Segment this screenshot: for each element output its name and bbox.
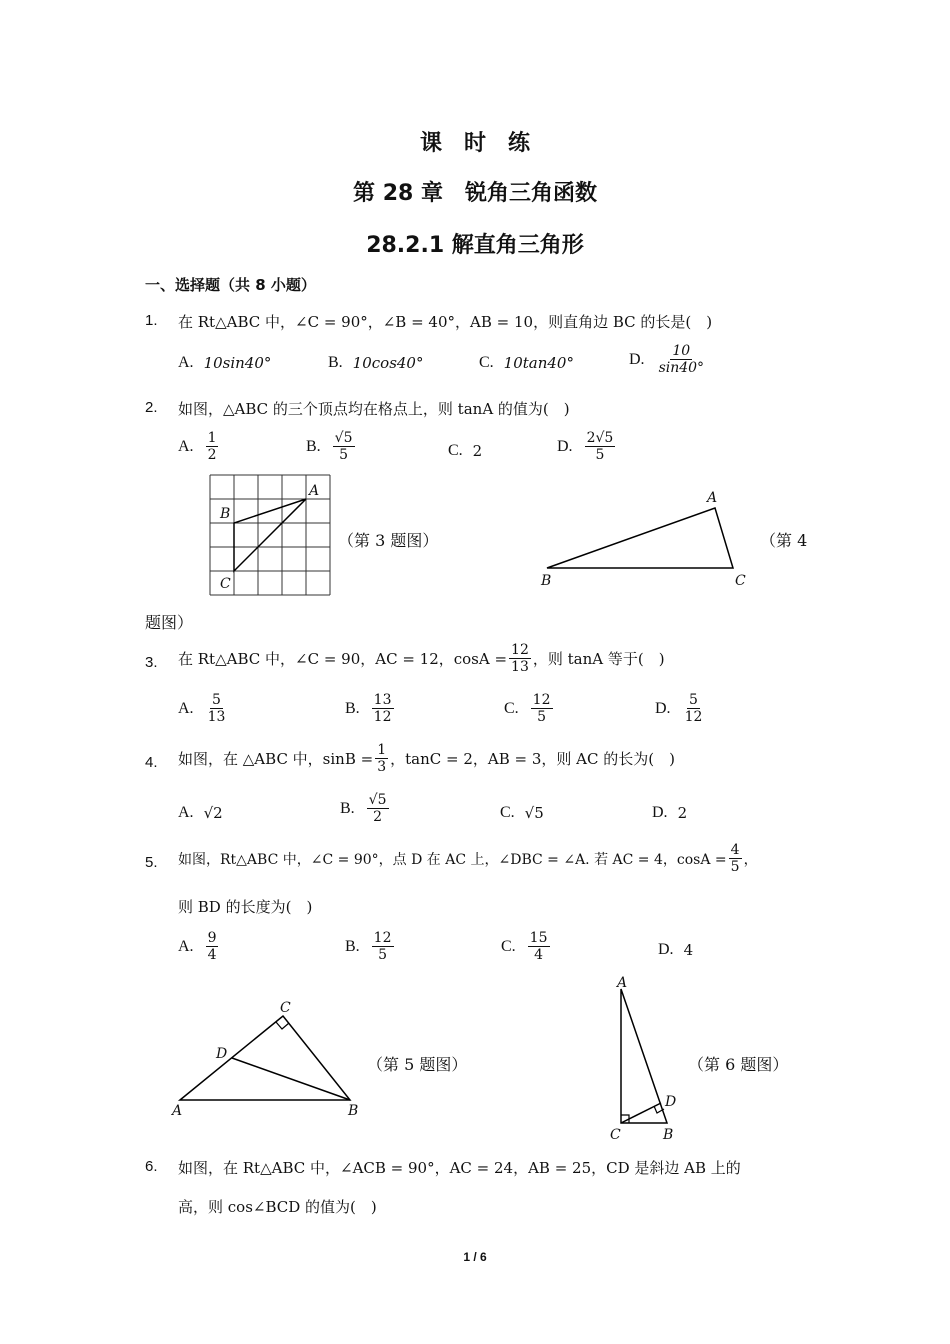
question-text-part: ，	[743, 851, 758, 868]
question-text-line2: 高，则 cos∠BCD 的值为( )	[178, 1198, 377, 1216]
option-c	[479, 354, 574, 372]
option-value: √5	[524, 804, 544, 822]
question-text: 在 Rt△ABC 中，∠C = 90°，∠B = 40°，AB = 10，则直角边 BC 的长是( )	[178, 313, 713, 331]
question-number: 6.	[145, 1158, 158, 1175]
option-label: A.	[178, 804, 194, 821]
question-text-part: 在 Rt△ABC 中，∠C = 90，AC = 12，cosA =	[178, 650, 508, 669]
question-text-part: 如图，在 △ABC 中，sinB =	[178, 750, 374, 769]
option-label: A.	[178, 699, 194, 717]
fraction: $\frac{√5}{5}$	[334, 430, 353, 464]
figure-4-triangle	[535, 486, 755, 590]
fraction: $\frac{12}{13}$	[511, 642, 529, 676]
figure-caption: （第 5 题图）	[367, 1055, 468, 1074]
section-title: 28.2.1 解直角三角形	[366, 233, 584, 258]
figure-caption: （第 3 题图）	[338, 531, 439, 550]
fraction: $\frac{10}{\sin 40^\circ}$	[658, 343, 705, 377]
option-b	[328, 354, 423, 372]
vertex-label: D	[665, 1094, 677, 1110]
fraction: $\frac{13}{12}$	[373, 692, 392, 726]
vertex-label: A	[617, 975, 628, 991]
option-label: A.	[178, 437, 194, 455]
section-heading: 一、选择题（共 8 小题）	[145, 276, 316, 294]
option-label: C.	[479, 354, 494, 371]
option-a	[178, 692, 229, 725]
option-label: B.	[340, 799, 355, 817]
option-label: B.	[345, 699, 360, 717]
vertex-label: C	[610, 1127, 621, 1143]
option-a	[178, 430, 220, 463]
figure-5-triangle	[168, 996, 368, 1120]
fraction: $\frac{4}{5}$	[730, 842, 740, 876]
fraction: $\frac{15}{4}$	[529, 930, 548, 964]
option-c	[448, 442, 482, 460]
option-d	[652, 804, 687, 822]
option-d	[557, 430, 617, 463]
option-label: D.	[629, 350, 645, 368]
question-number: 2.	[145, 399, 158, 416]
page-number: 1 / 6	[463, 1250, 487, 1264]
option-value: 4	[683, 941, 694, 959]
option-label: B.	[328, 354, 343, 371]
option-label: A.	[178, 937, 194, 955]
question-number: 5.	[145, 854, 158, 871]
figure-6-triangle	[605, 975, 690, 1145]
vertex-label: C	[280, 1000, 291, 1016]
figure-caption: （第 4	[760, 531, 808, 550]
vertex-label: B	[541, 573, 552, 589]
option-d	[655, 692, 706, 725]
fraction: $\frac{9}{4}$	[207, 930, 217, 964]
fraction: $\frac{12}{5}$	[373, 930, 392, 964]
option-b	[345, 692, 396, 725]
option-label: C.	[501, 937, 516, 955]
vertex-label: B	[663, 1127, 674, 1143]
vertex-label: D	[216, 1046, 228, 1062]
chapter-title: 第 28 章 锐角三角函数	[353, 181, 597, 206]
option-d	[658, 941, 693, 959]
fraction: $\frac{√5}{2}$	[368, 792, 387, 826]
option-label: D.	[652, 804, 668, 821]
figure-caption: （第 6 题图）	[688, 1055, 789, 1074]
question-text	[178, 842, 758, 875]
option-label: C.	[448, 442, 463, 459]
vertex-label: A	[309, 483, 320, 499]
question-text-part: ，tanC = 2，AB = 3，则 AC 的长为( )	[390, 750, 675, 769]
option-c	[500, 804, 544, 822]
option-b	[340, 792, 391, 825]
option-value: 2	[472, 442, 483, 460]
vertex-label: C	[735, 573, 746, 589]
option-value: √2	[203, 804, 223, 822]
question-number: 3.	[145, 654, 158, 671]
fraction: $\frac{1}{2}$	[207, 430, 217, 464]
option-label: D.	[655, 699, 671, 717]
fraction: $\frac{1}{3}$	[377, 742, 387, 776]
option-b	[306, 430, 357, 463]
fraction: $\frac{2√5}{5}$	[586, 430, 614, 464]
vertex-label: B	[348, 1103, 359, 1119]
question-text	[178, 742, 675, 775]
option-value: 10sin40°	[203, 354, 272, 372]
option-value: 2	[677, 804, 688, 822]
option-label: B.	[306, 437, 321, 455]
figure-caption-cont: 题图）	[145, 613, 194, 632]
figure-3-grid	[205, 470, 335, 598]
option-d	[629, 343, 708, 376]
question-text-part: ，则 tanA 等于( )	[532, 650, 665, 669]
fraction: $\frac{12}{5}$	[532, 692, 551, 726]
vertex-label: A	[172, 1103, 183, 1119]
option-value: 10tan40°	[503, 354, 574, 372]
option-c	[501, 930, 552, 963]
fraction: $\frac{5}{13}$	[207, 692, 226, 726]
option-label: A.	[178, 354, 194, 371]
page-title: 课 时 练	[419, 131, 530, 156]
option-value: 10cos40°	[352, 354, 424, 372]
question-text: 如图，在 Rt△ABC 中，∠ACB = 90°，AC = 24，AB = 25，CD 是斜边 AB 上的	[178, 1159, 741, 1177]
question-text	[178, 642, 665, 675]
option-label: B.	[345, 937, 360, 955]
vertex-label: C	[220, 576, 231, 592]
vertex-label: A	[707, 490, 718, 506]
question-number: 4.	[145, 754, 158, 771]
option-label: C.	[504, 699, 519, 717]
option-a	[178, 930, 220, 963]
question-text-line2: 则 BD 的长度为( )	[178, 898, 313, 916]
option-label: D.	[557, 437, 573, 455]
question-number: 1.	[145, 312, 158, 329]
question-text-part: 如图，Rt△ABC 中，∠C = 90°，点 D 在 AC 上，∠DBC = ∠A. 若 AC = 4，cosA =	[178, 851, 727, 868]
option-a	[178, 804, 223, 822]
vertex-label: B	[220, 506, 231, 522]
option-b	[345, 930, 396, 963]
option-a	[178, 354, 271, 372]
option-c	[504, 692, 555, 725]
option-label: D.	[658, 941, 674, 958]
fraction: $\frac{5}{12}$	[684, 692, 703, 726]
option-label: C.	[500, 804, 515, 821]
question-text: 如图，△ABC 的三个顶点均在格点上，则 tanA 的值为( )	[178, 400, 570, 418]
